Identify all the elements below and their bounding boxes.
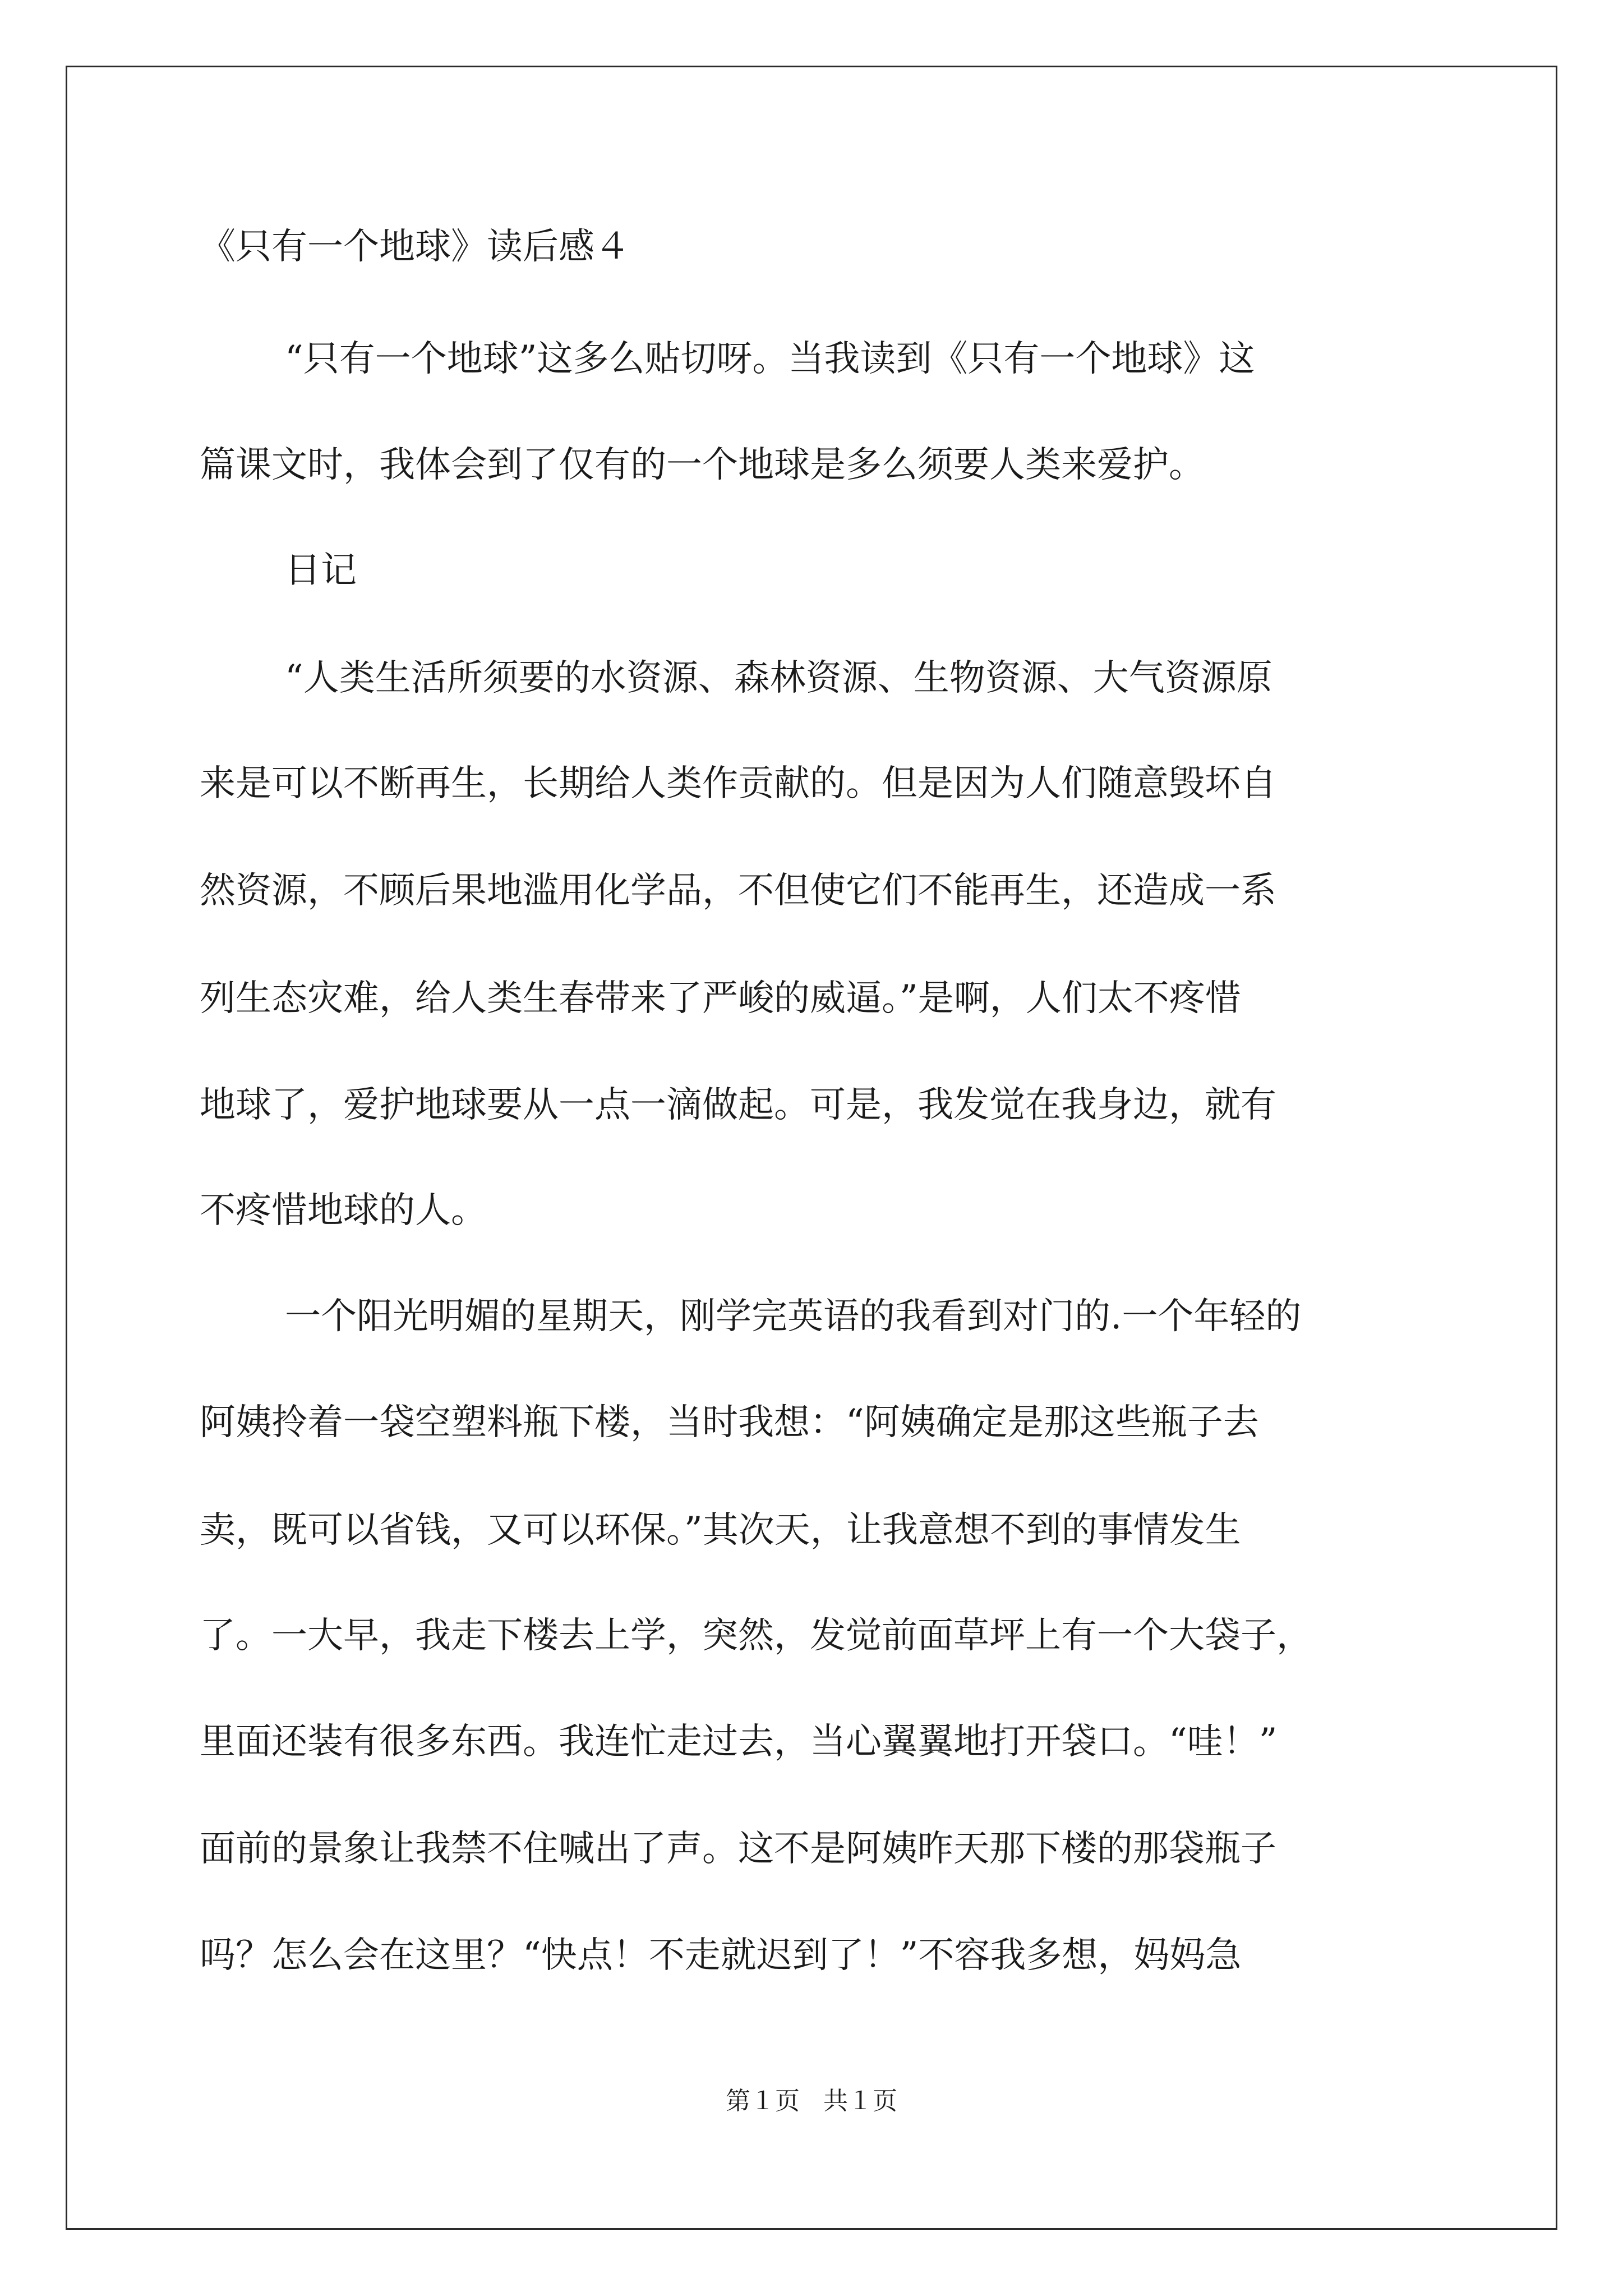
text-line: 地球了，爱护地球要从一点一滴做起。可是，我发觉在我身边，就有 bbox=[200, 1084, 1276, 1126]
text-line: 里面还装有很多东西。我连忙走过去，当心翼翼地打开袋口。“哇！” bbox=[200, 1721, 1278, 1763]
text-line: 一个阳光明媚的星期天，刚学完英语的我看到对门的.一个年轻的 bbox=[285, 1296, 1302, 1337]
text-line: 吗？怎么会在这里？“快点！不走就迟到了！”不容我多想，妈妈急 bbox=[200, 1935, 1242, 1976]
page-number-footer: 第１页 共１页 bbox=[726, 2087, 897, 2115]
text-line: 来是可以不断再生，长期给人类作贡献的。但是因为人们随意毁坏自 bbox=[200, 763, 1276, 804]
section-heading: 日记 bbox=[285, 550, 357, 591]
text-line: 了。一大早，我走下楼去上学，突然，发觉前面草坪上有一个大袋子， bbox=[200, 1615, 1312, 1657]
text-line: 篇课文时，我体会到了仅有的一个地球是多么须要人类来爱护。 bbox=[200, 444, 1205, 486]
text-line: 阿姨拎着一袋空塑料瓶下楼，当时我想：“阿姨确定是那这些瓶子去 bbox=[200, 1402, 1259, 1443]
text-line: 然资源，不顾后果地滥用化学品，不但使它们不能再生，还造成一系 bbox=[200, 870, 1276, 912]
document-title: 《只有一个地球》读后感４ bbox=[200, 226, 630, 268]
text-line: “只有一个地球”这多么贴切呀。当我读到《只有一个地球》这 bbox=[285, 338, 1255, 380]
text-line: 卖，既可以省钱，又可以环保。”其次天，让我意想不到的事情发生 bbox=[200, 1510, 1241, 1551]
text-line: 不疼惜地球的人。 bbox=[200, 1190, 487, 1231]
text-line: 列生态灾难，给人类生春带来了严峻的威逼。”是啊，人们太不疼惜 bbox=[200, 978, 1241, 1019]
page-border bbox=[66, 66, 1557, 2230]
text-line: “人类生活所须要的水资源、森林资源、生物资源、大气资源原 bbox=[285, 657, 1272, 699]
text-line: 面前的景象让我禁不住喊出了声。这不是阿姨昨天那下楼的那袋瓶子 bbox=[200, 1828, 1276, 1870]
